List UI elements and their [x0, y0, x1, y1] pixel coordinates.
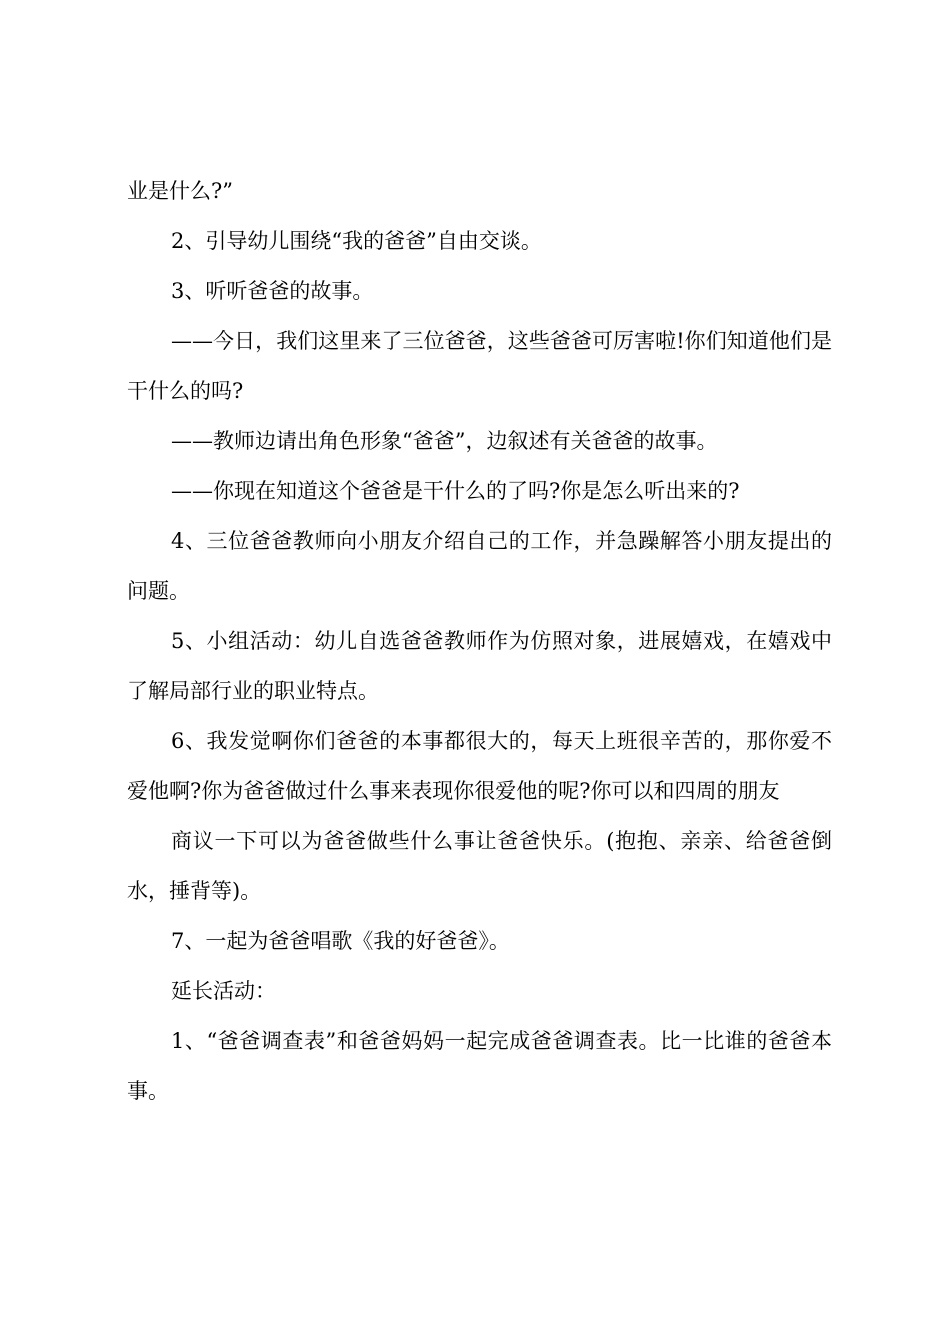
paragraph-step-6-continued: 商议一下可以为爸爸做些什么事让爸爸快乐。(抱抱、亲亲、给爸爸倒水，捶背等)。	[127, 829, 832, 903]
paragraph-dialogue-2: ——教师边请出角色形象“爸爸”，边叙述有关爸爸的故事。	[171, 429, 718, 453]
paragraph-step-6: 6、我发觉啊你们爸爸的本事都很大的，每天上班很辛苦的，那你爱不爱他啊?你为爸爸做过什么事来表现你很爱他的呢?你可以和四周的朋友	[127, 729, 832, 803]
paragraph-step-4: 4、三位爸爸教师向小朋友介绍自己的工作，并急躁解答小朋友提出的问题。	[127, 529, 832, 603]
document-body	[127, 166, 832, 1116]
paragraph-continuation: 业是什么?”	[127, 179, 233, 203]
paragraph-step-7: 7、一起为爸爸唱歌《我的好爸爸》。	[171, 929, 510, 953]
paragraph-extension-1: 1、“爸爸调查表”和爸爸妈妈一起完成爸爸调查表。比一比谁的爸爸本事。	[127, 1029, 832, 1103]
section-heading-extension: 延长活动：	[171, 979, 276, 1003]
paragraph-step-2: 2、引导幼儿围绕“我的爸爸”自由交谈。	[171, 229, 542, 253]
paragraph-dialogue-1: ——今日，我们这里来了三位爸爸，这些爸爸可厉害啦!你们知道他们是干什么的吗?	[127, 329, 832, 403]
paragraph-dialogue-3: ——你现在知道这个爸爸是干什么的了吗?你是怎么听出来的?	[171, 479, 740, 503]
paragraph-step-3: 3、听听爸爸的故事。	[171, 279, 374, 303]
paragraph-step-5: 5、小组活动：幼儿自选爸爸教师作为仿照对象，进展嬉戏，在嬉戏中了解局部行业的职业特点。	[127, 629, 832, 703]
